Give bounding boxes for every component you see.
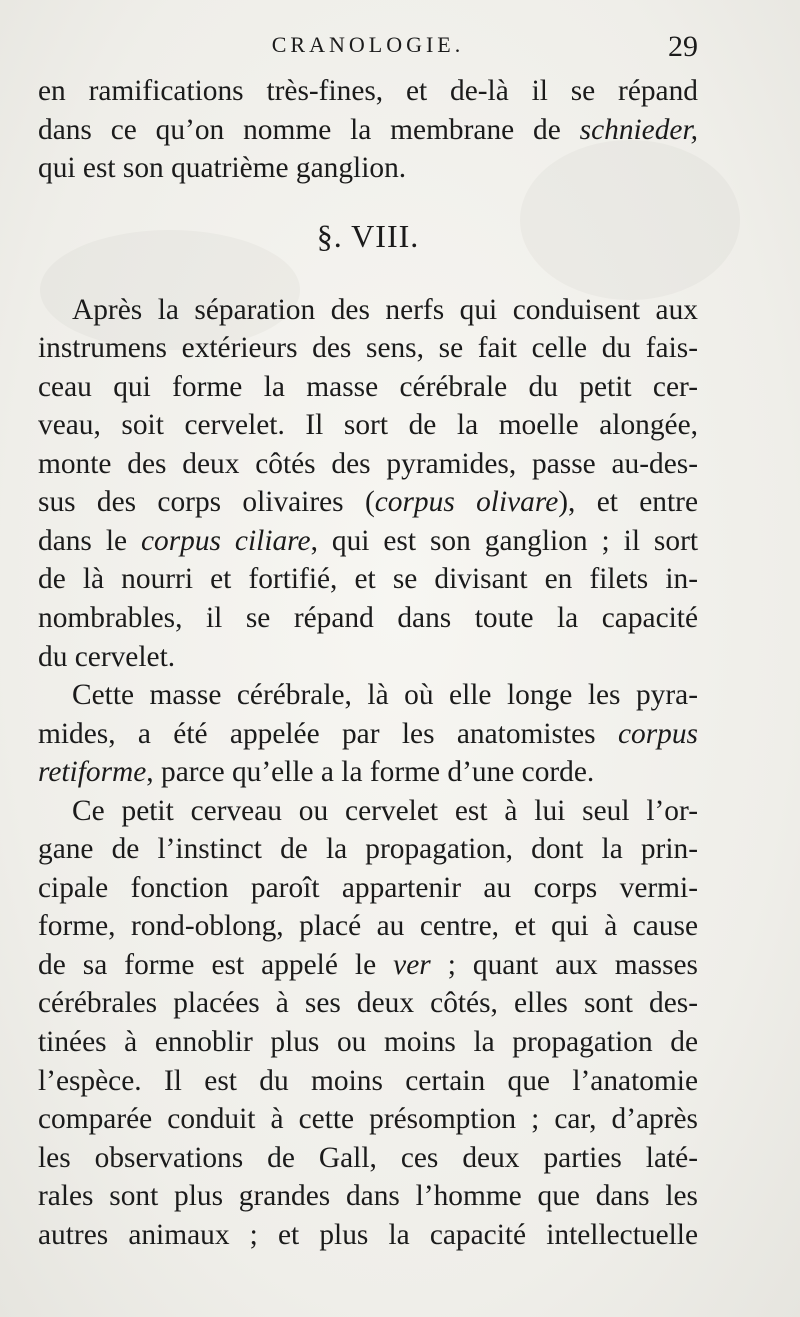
text-line: Cette masse cérébrale, là où elle longe les pyra-	[72, 679, 698, 712]
text-line: monte des deux côtés des pyramides, passe au-des-	[38, 447, 698, 480]
text-line: sus des corps olivaires (corpus olivare), et entre	[38, 486, 698, 519]
text-line: Après la séparation des nerfs qui conduisent aux	[72, 293, 698, 326]
text-line: en ramifications très-fines, et de-là il se répand	[38, 75, 698, 107]
text-line: mides, a été appelée par les anatomistes corpus	[38, 717, 698, 750]
text-line: du cervelet.	[38, 640, 176, 673]
text-line: les observations de Gall, ces deux parties laté-	[38, 1141, 698, 1174]
italic-term: corpus ciliare	[140, 524, 311, 557]
text-line: gane de l’instinct de la propagation, dont la prin-	[38, 833, 698, 866]
italic-term: schnieder,	[579, 113, 698, 146]
text-line: de là nourri et fortifié, et se divisant en filets in-	[38, 563, 698, 596]
text-line: instrumens extérieurs des sens, se fait celle du fais-	[38, 332, 698, 365]
body-text	[38, 72, 698, 1254]
text-line: comparée conduit à cette présomption ; car, d’après	[38, 1103, 698, 1136]
italic-term: retiforme	[38, 756, 147, 789]
text-line: retiforme, parce qu’elle a la forme d’une corde.	[38, 756, 595, 789]
page-number: 29	[668, 30, 698, 63]
running-title: CRANOLOGIE.	[271, 32, 465, 57]
text-line: Ce petit cerveau ou cervelet est à lui seul l’or-	[72, 794, 698, 827]
text-line: cérébrales placées à ses deux côtés, elles sont des-	[38, 987, 698, 1020]
text-line: de sa forme est appelé le ver ; quant aux masses	[38, 948, 698, 981]
text-line: nombrables, il se répand dans toute la capacité	[38, 602, 698, 635]
text-line: rales sont plus grandes dans l’homme que dans les	[38, 1180, 698, 1213]
text-line: dans ce qu’on nomme la membrane de schnieder,	[38, 113, 698, 146]
text-line: ceau qui forme la masse cérébrale du petit cer-	[38, 370, 698, 403]
text-line: l’espèce. Il est du moins certain que l’anatomie	[38, 1064, 698, 1097]
italic-term: corpus	[617, 717, 698, 750]
text-line: autres animaux ; et plus la capacité intellectuelle	[38, 1218, 698, 1251]
text-line: veau, soit cervelet. Il sort de la moelle alongée,	[38, 409, 698, 442]
text-line: qui est son quatrième ganglion.	[38, 152, 407, 185]
page-header	[38, 30, 698, 70]
text-line: dans le corpus ciliare, qui est son ganglion ; il sort	[38, 524, 698, 557]
text-line: forme, rond-oblong, placé au centre, et qui à cause	[38, 910, 698, 943]
italic-term: corpus olivare	[374, 486, 559, 519]
section-heading: §. VIII.	[316, 217, 420, 254]
text-line: tinées à ennoblir plus ou moins la propagation de	[38, 1026, 698, 1059]
italic-term: ver	[393, 948, 431, 981]
text-line: cipale fonction paroît appartenir au corps vermi-	[38, 871, 698, 904]
